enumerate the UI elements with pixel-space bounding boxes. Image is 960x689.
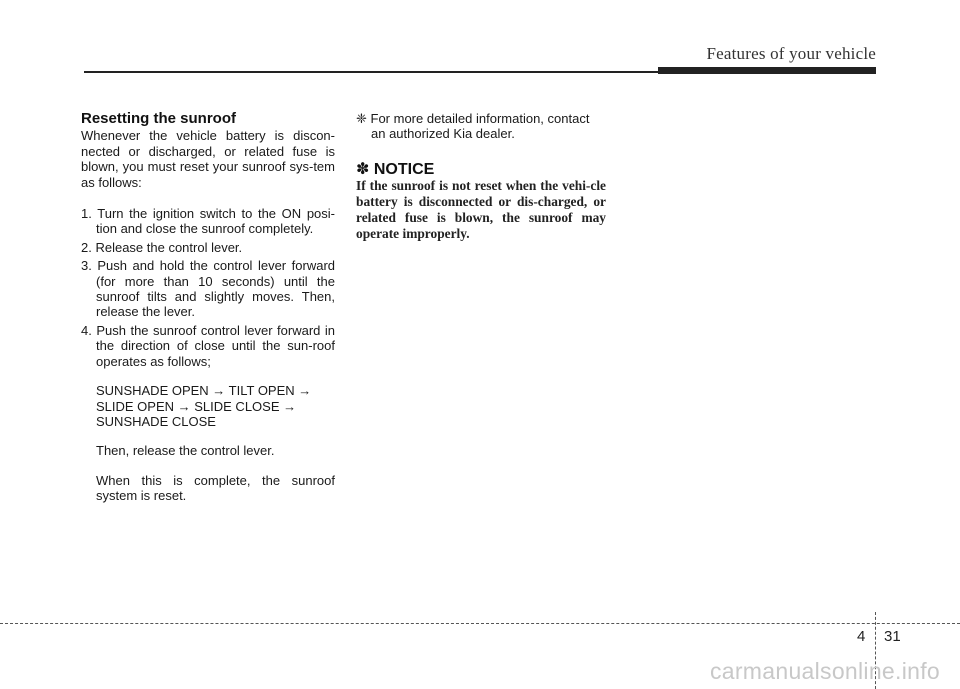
steps-list (81, 206, 335, 369)
notice-body: If the sunroof is not reset when the vehi-cle battery is disconnected or dis-charged, or related fuse is blown, the sunroof may operate improperly. (356, 178, 606, 242)
page-number: 31 (884, 628, 901, 645)
step-item: 4. Push the sunroof control lever forward in the direction of close until the sun-roof operates as follows; (81, 322, 335, 369)
watermark: carmanualsonline.info (709, 658, 940, 684)
left-column (81, 111, 335, 504)
step-item: 2. Release the control lever. (81, 239, 243, 255)
completion-text: When this is complete, the sunroof system is reset. (96, 472, 335, 504)
page-header-title: Features of your vehicle (706, 44, 876, 63)
step-item: 1. Turn the ignition switch to the ON posi-tion and close the sunroof completely. (81, 206, 335, 237)
section-heading: Resetting the sunroof (81, 110, 237, 127)
header-rule (84, 71, 664, 73)
notice-heading: ✽ NOTICE (356, 160, 435, 178)
header-rule-accent (658, 67, 876, 74)
footer-rule (0, 623, 960, 624)
right-column (356, 111, 606, 242)
chapter-number: 4 (857, 628, 866, 645)
intro-paragraph: Whenever the vehicle battery is discon-nected or discharged, or related fuse is blown, you must reset your sunroof sys-tem as follows: (81, 128, 335, 190)
step-item: 3. Push and hold the control lever forward (for more than 10 seconds) until the sunroof tilts and slightly moves. Then, release the lever. (81, 258, 335, 320)
release-instruction: Then, release the control lever. (96, 443, 275, 459)
operation-sequence: SUNSHADE OPEN → TILT OPEN → SLIDE OPEN → SLIDE CLOSE → SUNSHADE CLOSE (96, 383, 312, 429)
dealer-note: ❈ For more detailed information, contact an authorized Kia dealer. (356, 111, 590, 142)
